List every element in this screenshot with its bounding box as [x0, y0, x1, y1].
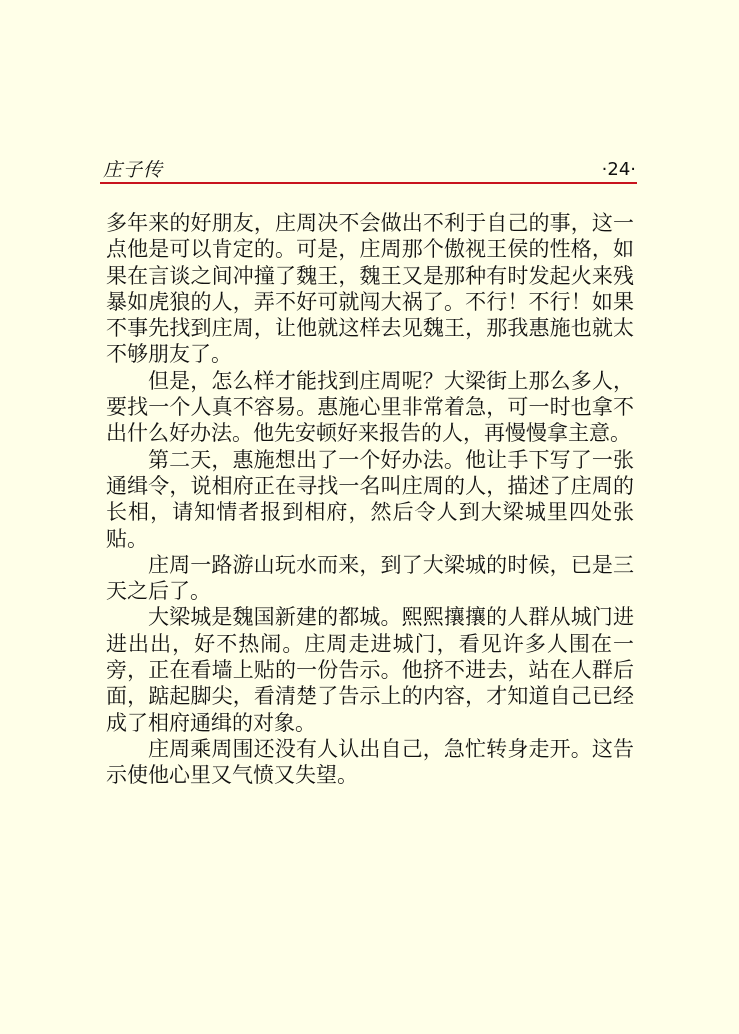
page-header: [103, 158, 636, 184]
paragraph-continued: 多年来的好朋友，庄周决不会做出不利于自己的事，这一点他是可以肯定的。可是，庄周那个傲视王侯的性格，如果在言谈之间冲撞了魏王，魏王又是那种有时发起火来残暴如虎狼的人，弄不好可就闯大祸了。不行！不行！如果不事先找到庄周，让他就这样去见魏王，那我惠施也就太不够朋友了。: [106, 211, 634, 367]
paragraph: 第二天，惠施想出了一个好办法。他让手下写了一张通缉令，说相府正在寻找一名叫庄周的人，描述了庄周的长相，请知情者报到相府，然后令人到大梁城里四处张贴。: [106, 447, 634, 551]
paragraph: 庄周乘周围还没有人认出自己，急忙转身走开。这告示使他心里又气愤又失望。: [106, 736, 634, 788]
paragraph: 大梁城是魏国新建的都城。熙熙攘攘的人群从城门进进出出，好不热闹。庄周走进城门，看见许多人围在一旁，正在看墙上贴的一份告示。他挤不进去，站在人群后面，踮起脚尖，看清楚了告示上的内容，才知道自己已经成了相府通缉的对象。: [106, 605, 634, 735]
paragraph: 庄周一路游山玩水而来，到了大梁城的时候，已是三天之后了。: [106, 552, 634, 604]
header-rule: [100, 182, 637, 184]
page-number: ·24·: [601, 159, 636, 180]
running-title: 庄子传: [103, 159, 164, 181]
body-text: [106, 210, 634, 789]
paragraph: 但是，怎么样才能找到庄周呢？大梁街上那么多人，要找一个人真不容易。惠施心里非常着急，可一时也拿不出什么好办法。他先安顿好来报告的人，再慢慢拿主意。: [106, 368, 634, 446]
